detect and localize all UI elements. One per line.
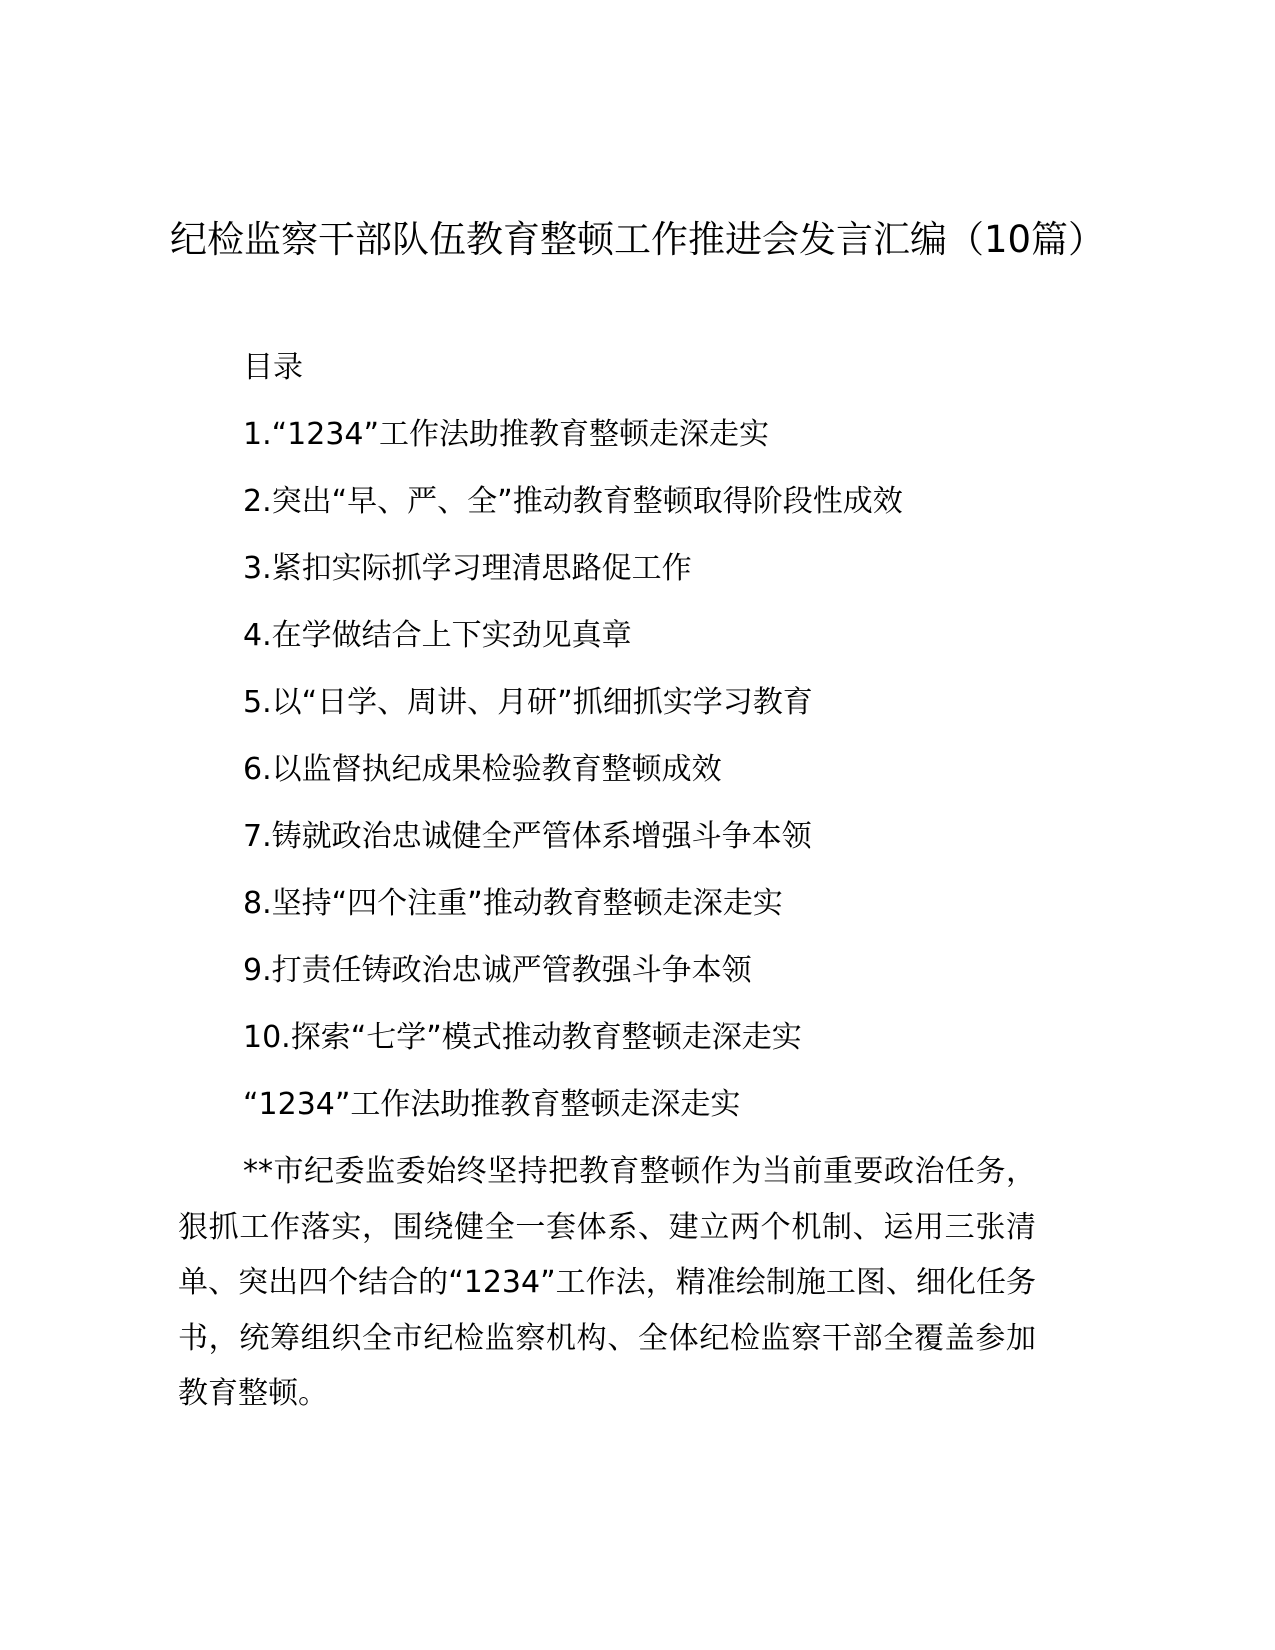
toc-item: 3.紧扣实际抓学习理清思路促工作 bbox=[243, 551, 692, 586]
table-of-contents bbox=[178, 340, 1036, 1077]
document-body bbox=[178, 340, 1036, 1422]
body-paragraph: **市纪委监委始终坚持把教育整顿作为当前重要政治任务，狠抓工作落实，围绕健全一套体系、建立两个机制、运用三张清单、突出四个结合的“1234”工作法，精准绘制施工图、细化任务书，统筹组织全市纪检监察机构、全体纪检监察干部全覆盖参加教育整顿。 bbox=[178, 1154, 1036, 1411]
toc-item: 5.以“日学、周讲、月研”抓细抓实学习教育 bbox=[243, 685, 813, 720]
toc-item: 4.在学做结合上下实劲见真章 bbox=[243, 618, 632, 653]
section-title: “1234”工作法助推教育整顿走深走实 bbox=[243, 1087, 741, 1122]
toc-item: 1.“1234”工作法助推教育整顿走深走实 bbox=[243, 417, 770, 452]
toc-item: 2.突出“早、严、全”推动教育整顿取得阶段性成效 bbox=[243, 484, 903, 519]
toc-item: 10.探索“七学”模式推动教育整顿走深走实 bbox=[243, 1020, 802, 1055]
toc-item: 8.坚持“四个注重”推动教育整顿走深走实 bbox=[243, 886, 783, 921]
toc-item: 7.铸就政治忠诚健全严管体系增强斗争本领 bbox=[243, 819, 812, 854]
toc-item: 9.打责任铸政治忠诚严管教强斗争本领 bbox=[243, 953, 752, 988]
toc-heading: 目录 bbox=[243, 350, 303, 385]
toc-item: 6.以监督执纪成果检验教育整顿成效 bbox=[243, 752, 722, 787]
document-title: 纪检监察干部队伍教育整顿工作推进会发言汇编（10篇） bbox=[169, 218, 1106, 261]
